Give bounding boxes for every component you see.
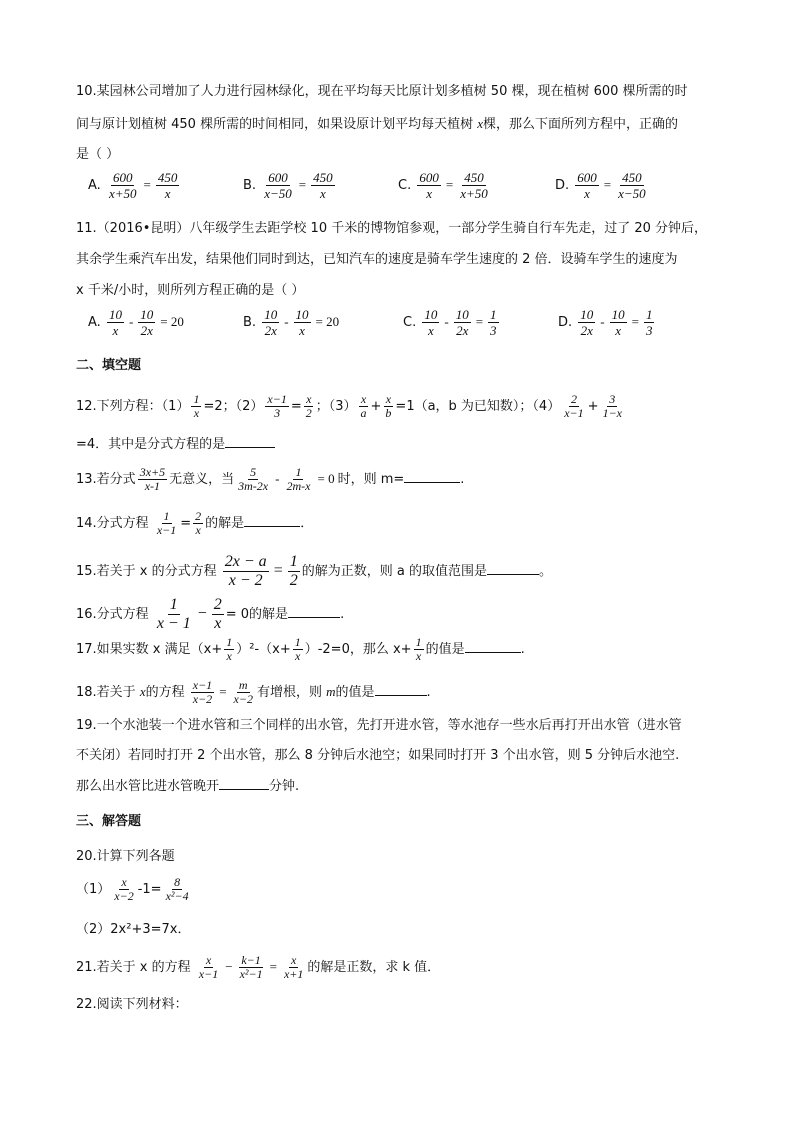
q11-option-d[interactable]: D. $\frac{10}{2x}$ - $\frac{10}{x}$ = $\frac{1}{3}$: [558, 307, 653, 338]
answer-blank[interactable]: [244, 526, 300, 527]
q12-line1: 12.下列方程：（1） $\frac{1}{x}$ =2；（2） $\frac{x-1}{3}$ = $\frac{x}{2}$ ；（3） $\frac{x}{a}$ + $\frac{x}{b}$ =1（a，b 为已知数）；（4） $\frac{2}{x-1}$ + $\frac{3}{1-x}$: [76, 392, 622, 420]
answer-blank[interactable]: [487, 574, 539, 575]
q22-title: 22.阅读下列材料：: [76, 997, 188, 1012]
q18-line: 18.若关于 x的方程 $\frac{x-1}{x-2}$ = $\frac{m}{x-2}$ 有增根，则 m的值是 .: [76, 678, 431, 706]
answer-blank[interactable]: [375, 695, 427, 696]
section-solve-title: 三、解答题: [76, 814, 142, 829]
q13-line: 13.若分式 $\frac{3x+5}{x-1}$ 无意义，当 $\frac{5}{3m-2x}$ - $\frac{1}{2m-x}$ = 0 时，则 m= .: [76, 465, 465, 493]
answer-blank[interactable]: [465, 652, 521, 653]
q20-part1: （1） $\frac{x}{x-2}$ -1= $\frac{8}{\text{x²−4}}$: [76, 875, 189, 903]
q20-part2: （2）2x²+3=7x．: [76, 922, 191, 937]
q11-line2: 其余学生乘汽车出发，结果他们同时到达，已知汽车的速度是骑车学生速度的 2 倍．设骑车学生的速度为: [76, 252, 678, 267]
q10-option-a[interactable]: A. $\frac{600}{x+50}$ = $\frac{450}{x}$: [88, 170, 178, 201]
q10-line1: 10.某园林公司增加了人力进行园林绿化，现在平均每天比原计划多植树 50 棵，现在植树 600 棵所需的时: [76, 84, 688, 99]
q10-option-d[interactable]: D. $\frac{600}{x}$ = $\frac{450}{x-50}$: [555, 170, 646, 201]
q17-line: 17.如果实数 x 满足（x+ $\frac{1}{x}$ ）²-（x+ $\frac{1}{x}$ ）-2=0，那么 x+ $\frac{1}{x}$ 的值是 .: [76, 635, 525, 663]
q11-line3: x 千米/小时，则所列方程正确的是（ ）: [76, 283, 305, 298]
q19-line2: 不关闭）若同时打开 2 个出水管，那么 8 分钟后水池空；如果同时打开 3 个出水管，则 5 分钟后水池空.: [76, 748, 680, 763]
q12-line2: =4．其中是分式方程的是: [76, 435, 275, 455]
q11-option-a[interactable]: A. $\frac{10}{x}$ - $\frac{10}{2x}$ = 20: [88, 307, 184, 338]
q10-line2: 间与原计划植树 450 棵所需的时间相同，如果设原计划平均每天植树 x棵，那么下面所列方程中，正确的: [76, 116, 679, 132]
q10-option-b[interactable]: B. $\frac{600}{x-50}$ = $\frac{450}{x}$: [243, 170, 333, 201]
q16-line: 16.分式方程 $\frac{1}{x - 1}$ − $\frac{2}{x}$ = 0的解是 .: [76, 596, 345, 632]
q20-title: 20.计算下列各题: [76, 849, 175, 864]
q19-line3: 那么出水管比进水管晚开 分钟.: [76, 779, 300, 794]
answer-blank[interactable]: [404, 482, 460, 483]
q21-line: 21.若关于 x 的方程 $\frac{x}{x-1}$ − $\frac{k-1}{\text{x²−1}}$ = $\frac{x}{x+1}$ 的解是正数，求 k 值．: [76, 953, 441, 981]
q11-option-c[interactable]: C. $\frac{10}{x}$ - $\frac{10}{2x}$ = $\frac{1}{3}$: [403, 307, 497, 338]
q15-line: 15.若关于 x 的分式方程 $\frac{2x - a}{x - 2}$ = $\frac{1}{2}$ 的解为正数，则 a 的取值范围是 。: [76, 553, 552, 589]
q11-option-b[interactable]: B. $\frac{10}{2x}$ - $\frac{10}{x}$ = 20: [243, 307, 340, 338]
answer-blank[interactable]: [288, 617, 340, 618]
q10-line3: 是（ ）: [76, 147, 120, 162]
answer-blank[interactable]: [219, 789, 269, 790]
answer-blank[interactable]: [225, 447, 275, 448]
q11-line1: 11.（2016•昆明）八年级学生去距学校 10 千米的博物馆参观，一部分学生骑自行车先走，过了 20 分钟后，: [76, 221, 708, 236]
q14-line: 14.分式方程 $\frac{1}{x-1}$ = $\frac{2}{x}$ 的解是 ．: [76, 509, 314, 537]
section-fill-in-title: 二、填空题: [76, 358, 142, 373]
q10-option-c[interactable]: C. $\frac{600}{x}$ = $\frac{450}{x+50}$: [398, 170, 488, 201]
q19-line1: 19.一个水池装一个进水管和三个同样的出水管，先打开进水管，等水池存一些水后再打开出水管（进水管: [76, 718, 682, 733]
